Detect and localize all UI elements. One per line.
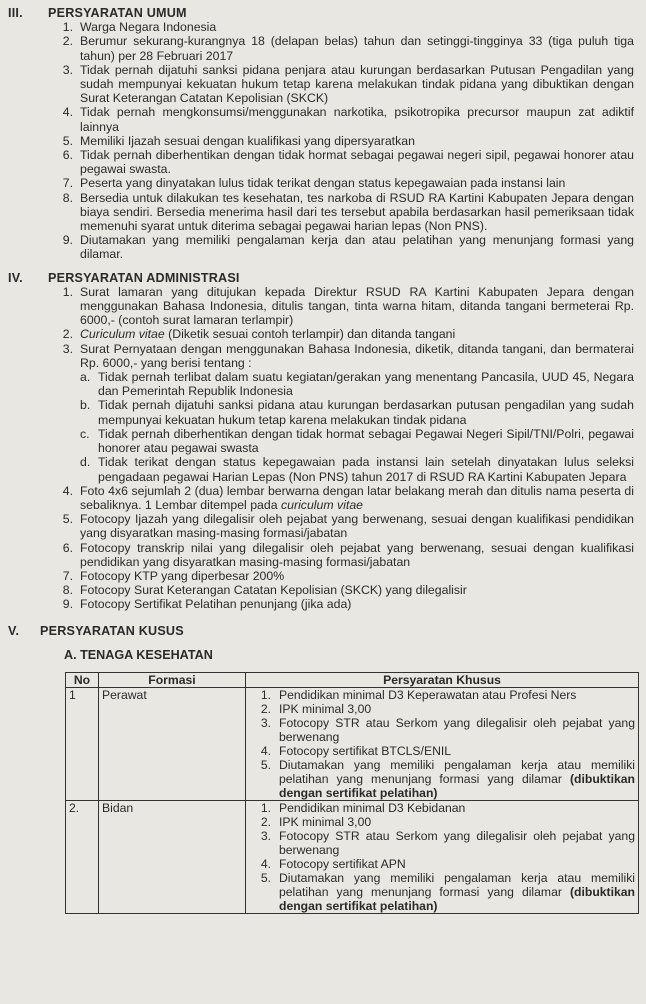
sublist-item: a. Tidak pernah terlibat dalam suatu kegiatan/gerakan yang menentang Pancasila, UUD 45, Negara dan Pemerintah Republik Indonesia [80,370,634,399]
list-item: 4. Foto 4x6 sejumlah 2 (dua) lembar berwarna dengan latar belakang merah dan ditulis nama peserta di sebaliknya. 1 Lembar ditempel pada curiculum vitae [62,483,634,512]
list-item: 3. Fotocopy STR atau Serkom yang dilegalisir oleh pejabat yang berwenang [260,715,635,744]
header-requirements: Persyaratan Khusus [246,672,639,687]
list-item: 3. Surat Pernyataan dengan menggunakan Bahasa Indonesia, diketik, ditanda tangani, dan bermaterai Rp. 6000,- yang berisi tentang : a. Tidak pernah terlibat dalam suatu kegiatan/gerakan yang menentang Pancasila, UUD 45, Negara dan Pemerintah Republik Indonesia b. Tidak pernah dijatuhi sanksi pidana atau kurungan berdasarkan putusan pengadilan yang sudah mempunyai kekuatan hukum tetap karena melakukan tindak pidana c. Tidak pernah diberhentikan dengan tidak hormat sebagai Pegawai Negeri Sipil/TNI/Polri, pegawai honorer atau pegawai swasta d. Tidak terikat dengan status kepegawaian pada instansi lain setelah dinyatakan lulus seleksi pengadaan pegawai Harian Lepas (Non PNS) tahun 2017 di RSUD RA Kartini Kabupaten Jepara [62,341,634,484]
list-item: 2. Berumur sekurang-kurangnya 18 (delapan belas) tahun dan setinggi-tingginya 33 (tiga puluh tiga tahun) per 28 Februari 2017 [62,34,634,63]
cell-requirements [246,800,639,913]
list-item: 7. Fotocopy KTP yang diperbesar 200% [62,568,285,583]
list-item: 2. IPK minimal 3,00 [260,701,372,716]
section-number: III. [8,6,23,20]
header-no: No [66,672,99,687]
cell-no: 2. [66,800,99,913]
list-item: 2. IPK minimal 3,00 [260,814,372,829]
section-heading [8,624,634,638]
list-item: 5. Diutamakan yang memiliki pengalaman kerja atau memiliki pelatihan yang menunjang formasi yang dilamar (dibuktikan dengan sertifikat pelatihan) [260,757,635,800]
list-item: 9. Diutamakan yang memiliki pengalaman kerja dan atau pelatihan yang menunjang formasi yang dilamar. [62,233,634,262]
list-item: 1. Pendidikan minimal D3 Keperawatan atau Profesi Ners [260,687,577,702]
health-staff-table [65,672,639,914]
cell-no: 1 [66,687,99,800]
cell-requirements [246,687,639,800]
table-row [66,800,639,913]
sublist-item: c. Tidak pernah diberhentikan dengan tidak hormat sebagai Pegawai Negeri Sipil/TNI/Polri, pegawai honorer atau pegawai swasta [80,426,634,456]
sublist-item: d. Tidak terikat dengan status kepegawaian pada instansi lain setelah dinyatakan lulus seleksi pengadaan pegawai Harian Lepas (Non PNS) tahun 2017 di RSUD RA Kartini Kabupaten Jepara [80,455,634,484]
administrative-requirements-list [8,285,634,612]
table-row [66,687,639,800]
sublist-item: b. Tidak pernah dijatuhi sanksi pidana atau kurungan berdasarkan putusan pengadilan yang sudah mempunyai kekuatan hukum tetap karena melakukan tindak pidana [80,398,634,427]
section-heading [8,6,634,20]
section-title: PERSYARATAN UMUM [48,6,187,20]
list-item: 1. Surat lamaran yang ditujukan kepada Direktur RSUD RA Kartini Kabupaten Jepara dengan menggunakan Bahasa Indonesia, ditulis tangan, tinta warna hitam, ditanda tangani bermeterai Rp. 6000,- (contoh surat lamaran terlampir) [62,284,634,328]
header-formasi: Formasi [99,672,246,687]
list-item: 5. Diutamakan yang memiliki pengalaman kerja atau memiliki pelatihan yang menunjang formasi yang dilamar (dibuktikan dengan sertifikat pelatihan) [260,870,635,913]
list-item: 6. Fotocopy transkrip nilai yang dilegalisir oleh pejabat yang berwenang, sesuai dengan kualifikasi pendidikan yang disyaratkan masing-masing formasi/jabatan [62,540,634,569]
list-item: 4. Fotocopy sertifikat BTCLS/ENIL [260,743,452,758]
section-title: PERSYARATAN ADMINISTRASI [48,270,240,285]
subsection-title: A. TENAGA KESEHATAN [64,647,213,662]
section-heading [8,271,634,285]
list-item: 6. Tidak pernah diberhentikan dengan tidak hormat sebagai pegawai negeri sipil, pegawai honorer atau pegawai swasta. [62,148,634,177]
list-item: 9. Fotocopy Sertifikat Pelatihan penunjang (jika ada) [62,597,352,612]
cell-formasi: Perawat [99,687,246,800]
list-item: 3. Tidak pernah dijatuhi sanksi pidana penjara atau kurungan berdasarkan Putusan Pengadilan yang sudah mempunyai kekuatan hukum tetap karena melakukan tindak pidana yang dibuktikan dengan Surat Keterangan Catatan Kepolisian (SKCK) [62,62,634,106]
cell-formasi: Bidan [99,800,246,913]
list-item: 3. Fotocopy STR atau Serkom yang dilegalisir oleh pejabat yang berwenang [260,828,635,857]
section-title: PERSYARATAN KUSUS [40,623,184,638]
list-item: 4. Fotocopy sertifikat APN [260,856,406,871]
list-item: 1. Pendidikan minimal D3 Kebidanan [260,800,466,815]
list-item: 5. Memiliki Ijazah sesuai dengan kualifikasi yang dipersyaratkan [62,133,415,148]
list-item: 8. Bersedia untuk dilakukan tes kesehatan, tes narkoba di RSUD RA Kartini Kabupaten Jepara dengan biaya sendiri. Bersedia menerima hasil dari tes tersebut apabila berdasarkan hasil pemeriksaan tidak memenuhi syarat untuk diterima sebagai pegawai harian lepas (Non PNS). [62,190,634,234]
section-number: IV. [8,270,23,285]
statement-sublist [80,370,634,484]
section-number: V. [8,623,20,638]
list-item: 4. Tidak pernah mengkonsumsi/menggunakan narkotika, psikotropika precursor maupun zat adiktif lainnya [62,105,634,134]
list-item: 5. Fotocopy Ijazah yang dilegalisir oleh pejabat yang berwenang, sesuai dengan kualifikasi pendidikan yang disyaratkan masing-masing formasi/jabatan [62,512,634,541]
table-header-row [66,672,639,687]
list-item: 2. Curiculum vitae (Diketik sesuai contoh terlampir) dan ditanda tangani [62,327,456,342]
list-item: 8. Fotocopy Surat Keterangan Catatan Kepolisian (SKCK) yang dilegalisir [62,583,467,598]
general-requirements-list [8,20,634,261]
list-item: 1. Warga Negara Indonesia [62,20,217,35]
list-item: 7. Peserta yang dinyatakan lulus tidak terikat dengan status kepegawaian pada instansi lain [62,176,566,191]
